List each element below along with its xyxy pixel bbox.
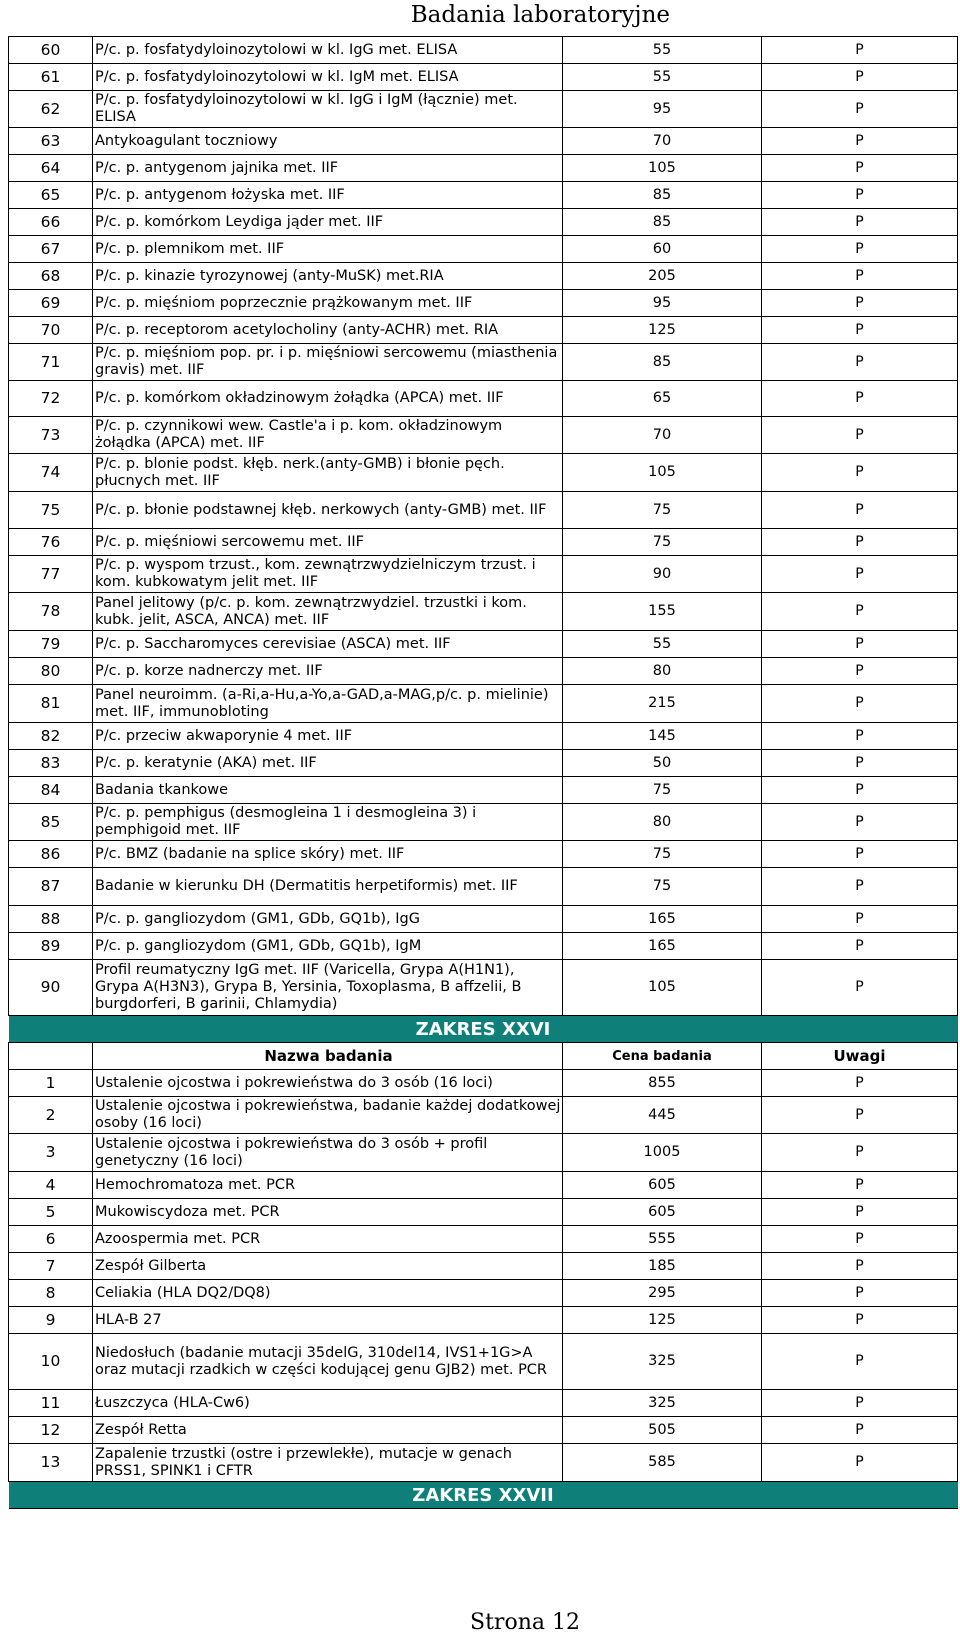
row-number-cell: 60	[9, 37, 93, 64]
row-number-cell: 8	[9, 1280, 93, 1307]
row-name-cell: Zespół Retta	[93, 1417, 563, 1444]
table-row	[9, 344, 958, 381]
table-row	[9, 236, 958, 263]
row-number-cell: 3	[9, 1134, 93, 1172]
row-number-cell: 64	[9, 155, 93, 182]
row-price-cell: 215	[563, 685, 762, 723]
table-row	[9, 1097, 958, 1134]
table-row	[9, 804, 958, 841]
row-price-cell: 125	[563, 317, 762, 344]
row-price-cell: 605	[563, 1172, 762, 1199]
row-name-cell: Panel jelitowy (p/c. p. kom. zewnątrzwydziel. trzustki i kom. kubk. jelit, ASCA, ANCA) met. IIF	[93, 593, 563, 631]
row-name-cell: Łuszczyca (HLA-Cw6)	[93, 1390, 563, 1417]
row-number-cell: 7	[9, 1253, 93, 1280]
table-row	[9, 750, 958, 777]
page-header-title: Badania laboratoryjne	[410, 2, 670, 28]
row-name-cell: Antykoagulant toczniowy	[93, 128, 563, 155]
table-row	[9, 417, 958, 454]
table-row	[9, 1172, 958, 1199]
row-number-cell: 1	[9, 1070, 93, 1097]
row-name-cell: Ustalenie ojcostwa i pokrewieństwa, badanie każdej dodatkowej osoby (16 loci)	[93, 1097, 563, 1134]
table-row	[9, 933, 958, 960]
table-row	[9, 209, 958, 236]
table-row	[9, 529, 958, 556]
table-row	[9, 454, 958, 492]
row-name-cell: P/c. p. komórkom okładzinowym żołądka (APCA) met. IIF	[93, 381, 563, 417]
row-name-cell: P/c. p. komórkom Leydiga jąder met. IIF	[93, 209, 563, 236]
section-banner-xxvi	[9, 1016, 958, 1043]
row-note-cell: P	[762, 182, 958, 209]
row-note-cell: P	[762, 155, 958, 182]
row-name-cell: P/c. p. wyspom trzust., kom. zewnątrzwydzielniczym trzust. i kom. kubkowatym jelit met. IIF	[93, 556, 563, 593]
row-price-cell: 95	[563, 290, 762, 317]
row-price-cell: 55	[563, 37, 762, 64]
row-name-cell: Ustalenie ojcostwa i pokrewieństwa do 3 osób (16 loci)	[93, 1070, 563, 1097]
row-number-cell: 84	[9, 777, 93, 804]
row-name-cell: Panel neuroimm. (a-Ri,a-Hu,a-Yo,a-GAD,a-MAG,p/c. p. mielinie) met. IIF, immunobloting	[93, 685, 563, 723]
price-table	[8, 36, 958, 1509]
row-note-cell: P	[762, 263, 958, 290]
row-number-cell: 73	[9, 417, 93, 454]
table-row	[9, 492, 958, 529]
row-number-cell: 88	[9, 906, 93, 933]
row-number-cell: 2	[9, 1097, 93, 1134]
table-row	[9, 1253, 958, 1280]
row-name-cell: Ustalenie ojcostwa i pokrewieństwa do 3 osób + profil genetyczny (16 loci)	[93, 1134, 563, 1172]
table-row	[9, 1226, 958, 1253]
row-note-cell: P	[762, 317, 958, 344]
row-note-cell: P	[762, 1172, 958, 1199]
row-note-cell: P	[762, 1226, 958, 1253]
row-name-cell: P/c. przeciw akwaporynie 4 met. IIF	[93, 723, 563, 750]
row-price-cell: 1005	[563, 1134, 762, 1172]
row-note-cell: P	[762, 37, 958, 64]
section-banner-xxvi-group	[9, 1016, 958, 1070]
row-name-cell: Celiakia (HLA DQ2/DQ8)	[93, 1280, 563, 1307]
row-number-cell: 67	[9, 236, 93, 263]
row-name-cell: P/c. p. blonie podst. kłęb. nerk.(anty-GMB) i błonie pęch. płucnych met. IIF	[93, 454, 563, 492]
row-price-cell: 445	[563, 1097, 762, 1134]
section-banner-xxvii-group	[9, 1482, 958, 1509]
row-price-cell: 105	[563, 960, 762, 1016]
table-row	[9, 1390, 958, 1417]
row-note-cell: P	[762, 236, 958, 263]
row-price-cell: 65	[563, 381, 762, 417]
row-price-cell: 75	[563, 777, 762, 804]
row-price-cell: 555	[563, 1226, 762, 1253]
row-price-cell: 75	[563, 841, 762, 868]
row-price-cell: 505	[563, 1417, 762, 1444]
row-note-cell: P	[762, 417, 958, 454]
row-number-cell: 63	[9, 128, 93, 155]
row-price-cell: 605	[563, 1199, 762, 1226]
table-row	[9, 290, 958, 317]
row-note-cell: P	[762, 1097, 958, 1134]
row-note-cell: P	[762, 750, 958, 777]
table-section-b	[9, 1070, 958, 1482]
row-note-cell: P	[762, 1390, 958, 1417]
row-price-cell: 85	[563, 344, 762, 381]
row-price-cell: 185	[563, 1253, 762, 1280]
section-banner-title: ZAKRES XXVII	[9, 1482, 958, 1509]
row-note-cell: P	[762, 492, 958, 529]
row-price-cell: 105	[563, 454, 762, 492]
row-number-cell: 70	[9, 317, 93, 344]
table-row	[9, 723, 958, 750]
table-row	[9, 631, 958, 658]
row-number-cell: 4	[9, 1172, 93, 1199]
table-row	[9, 685, 958, 723]
row-name-cell: P/c. p. kinazie tyrozynowej (anty-MuSK) met.RIA	[93, 263, 563, 290]
row-name-cell: P/c. p. fosfatydyloinozytolowi w kl. IgG i IgM (łącznie) met. ELISA	[93, 91, 563, 128]
row-number-cell: 77	[9, 556, 93, 593]
row-note-cell: P	[762, 1134, 958, 1172]
row-name-cell: HLA-B 27	[93, 1307, 563, 1334]
table-row	[9, 960, 958, 1016]
table-row	[9, 263, 958, 290]
row-number-cell: 81	[9, 685, 93, 723]
row-name-cell: Zespół Gilberta	[93, 1253, 563, 1280]
row-note-cell: P	[762, 529, 958, 556]
row-price-cell: 585	[563, 1444, 762, 1482]
row-note-cell: P	[762, 381, 958, 417]
row-note-cell: P	[762, 64, 958, 91]
row-name-cell: Azoospermia met. PCR	[93, 1226, 563, 1253]
row-price-cell: 80	[563, 804, 762, 841]
row-number-cell: 6	[9, 1226, 93, 1253]
row-number-cell: 72	[9, 381, 93, 417]
table-row	[9, 317, 958, 344]
row-name-cell: P/c. p. korze nadnerczy met. IIF	[93, 658, 563, 685]
row-number-cell: 76	[9, 529, 93, 556]
header-number-cell	[9, 1043, 93, 1070]
row-price-cell: 105	[563, 155, 762, 182]
row-name-cell: Zapalenie trzustki (ostre i przewlekłe), mutacje w genach PRSS1, SPINK1 i CFTR	[93, 1444, 563, 1482]
section-banner-title: ZAKRES XXVI	[9, 1016, 958, 1043]
row-number-cell: 11	[9, 1390, 93, 1417]
table-row	[9, 593, 958, 631]
table-row	[9, 658, 958, 685]
row-note-cell: P	[762, 1417, 958, 1444]
row-price-cell: 125	[563, 1307, 762, 1334]
row-number-cell: 13	[9, 1444, 93, 1482]
row-note-cell: P	[762, 933, 958, 960]
row-note-cell: P	[762, 344, 958, 381]
row-note-cell: P	[762, 960, 958, 1016]
row-price-cell: 55	[563, 631, 762, 658]
table-row	[9, 841, 958, 868]
row-name-cell: P/c. p. plemnikom met. IIF	[93, 236, 563, 263]
table-row	[9, 868, 958, 906]
table-row	[9, 1199, 958, 1226]
table-row	[9, 906, 958, 933]
page-footer	[0, 1610, 960, 1635]
row-number-cell: 12	[9, 1417, 93, 1444]
row-note-cell: P	[762, 685, 958, 723]
row-name-cell: P/c. p. pemphigus (desmogleina 1 i desmogleina 3) i pemphigoid met. IIF	[93, 804, 563, 841]
row-name-cell: P/c. p. gangliozydom (GM1, GDb, GQ1b), IgG	[93, 906, 563, 933]
row-name-cell: P/c. p. mięśniom pop. pr. i p. mięśniowi sercowemu (miasthenia gravis) met. IIF	[93, 344, 563, 381]
table-row	[9, 1307, 958, 1334]
row-price-cell: 80	[563, 658, 762, 685]
row-number-cell: 79	[9, 631, 93, 658]
row-number-cell: 90	[9, 960, 93, 1016]
row-note-cell: P	[762, 290, 958, 317]
table-row	[9, 1070, 958, 1097]
row-name-cell: Hemochromatoza met. PCR	[93, 1172, 563, 1199]
row-number-cell: 66	[9, 209, 93, 236]
page-number: Strona 12	[470, 1610, 580, 1635]
row-name-cell: P/c. p. czynnikowi wew. Castle'a i p. kom. okładzinowym żołądka (APCA) met. IIF	[93, 417, 563, 454]
row-price-cell: 85	[563, 182, 762, 209]
row-name-cell: Mukowiscydoza met. PCR	[93, 1199, 563, 1226]
row-name-cell: P/c. p. fosfatydyloinozytolowi w kl. IgG met. ELISA	[93, 37, 563, 64]
row-name-cell: P/c. p. Saccharomyces cerevisiae (ASCA) met. IIF	[93, 631, 563, 658]
table-row	[9, 155, 958, 182]
table-row	[9, 182, 958, 209]
row-price-cell: 60	[563, 236, 762, 263]
row-price-cell: 155	[563, 593, 762, 631]
row-price-cell: 85	[563, 209, 762, 236]
row-price-cell: 325	[563, 1390, 762, 1417]
row-name-cell: P/c. p. fosfatydyloinozytolowi w kl. IgM met. ELISA	[93, 64, 563, 91]
table-row	[9, 1280, 958, 1307]
row-note-cell: P	[762, 804, 958, 841]
row-number-cell: 5	[9, 1199, 93, 1226]
table-row	[9, 381, 958, 417]
row-number-cell: 85	[9, 804, 93, 841]
row-name-cell: P/c. p. błonie podstawnej kłęb. nerkowych (anty-GMB) met. IIF	[93, 492, 563, 529]
table-header-row	[9, 1043, 958, 1070]
table-row	[9, 1134, 958, 1172]
row-name-cell: P/c. p. receptorom acetylocholiny (anty-ACHR) met. RIA	[93, 317, 563, 344]
table-row	[9, 1334, 958, 1390]
row-note-cell: P	[762, 454, 958, 492]
row-number-cell: 78	[9, 593, 93, 631]
row-note-cell: P	[762, 1253, 958, 1280]
row-number-cell: 62	[9, 91, 93, 128]
row-price-cell: 165	[563, 906, 762, 933]
row-price-cell: 55	[563, 64, 762, 91]
row-price-cell: 205	[563, 263, 762, 290]
row-price-cell: 325	[563, 1334, 762, 1390]
row-note-cell: P	[762, 91, 958, 128]
row-name-cell: P/c. BMZ (badanie na splice skóry) met. IIF	[93, 841, 563, 868]
row-note-cell: P	[762, 128, 958, 155]
row-name-cell: Badanie w kierunku DH (Dermatitis herpetiformis) met. IIF	[93, 868, 563, 906]
row-note-cell: P	[762, 868, 958, 906]
row-price-cell: 95	[563, 91, 762, 128]
row-number-cell: 69	[9, 290, 93, 317]
row-price-cell: 90	[563, 556, 762, 593]
row-price-cell: 75	[563, 868, 762, 906]
row-number-cell: 9	[9, 1307, 93, 1334]
table-row	[9, 1444, 958, 1482]
row-number-cell: 89	[9, 933, 93, 960]
table-row	[9, 128, 958, 155]
row-price-cell: 165	[563, 933, 762, 960]
row-note-cell: P	[762, 1070, 958, 1097]
row-number-cell: 61	[9, 64, 93, 91]
row-number-cell: 75	[9, 492, 93, 529]
row-price-cell: 50	[563, 750, 762, 777]
table-row	[9, 1417, 958, 1444]
row-price-cell: 70	[563, 417, 762, 454]
row-note-cell: P	[762, 1334, 958, 1390]
row-price-cell: 145	[563, 723, 762, 750]
header-price-cell: Cena badania	[563, 1043, 762, 1070]
row-name-cell: P/c. p. mięśniowi sercowemu met. IIF	[93, 529, 563, 556]
row-note-cell: P	[762, 593, 958, 631]
table-row	[9, 777, 958, 804]
row-number-cell: 87	[9, 868, 93, 906]
row-price-cell: 295	[563, 1280, 762, 1307]
row-price-cell: 855	[563, 1070, 762, 1097]
table-row	[9, 37, 958, 64]
row-number-cell: 10	[9, 1334, 93, 1390]
table-row	[9, 64, 958, 91]
row-number-cell: 65	[9, 182, 93, 209]
row-name-cell: P/c. p. gangliozydom (GM1, GDb, GQ1b), IgM	[93, 933, 563, 960]
header-name-cell: Nazwa badania	[93, 1043, 563, 1070]
row-name-cell: Profil reumatyczny IgG met. IIF (Varicella, Grypa A(H1N1), Grypa A(H3N3), Grypa B, Yersinia, Toxoplasma, B affzelii, B burgdorferi, B garinii, Chlamydia)	[93, 960, 563, 1016]
table-row	[9, 556, 958, 593]
row-name-cell: Niedosłuch (badanie mutacji 35delG, 310del14, IVS1+1G>A oraz mutacji rzadkich w części kodującej genu GJB2) met. PCR	[93, 1334, 563, 1390]
table-row	[9, 91, 958, 128]
row-number-cell: 80	[9, 658, 93, 685]
row-note-cell: P	[762, 658, 958, 685]
row-note-cell: P	[762, 906, 958, 933]
header-note-cell: Uwagi	[762, 1043, 958, 1070]
row-note-cell: P	[762, 1444, 958, 1482]
row-price-cell: 75	[563, 492, 762, 529]
row-note-cell: P	[762, 631, 958, 658]
row-number-cell: 86	[9, 841, 93, 868]
section-banner-xxvii	[9, 1482, 958, 1509]
row-note-cell: P	[762, 777, 958, 804]
row-name-cell: P/c. p. antygenom łożyska met. IIF	[93, 182, 563, 209]
row-number-cell: 82	[9, 723, 93, 750]
row-name-cell: Badania tkankowe	[93, 777, 563, 804]
row-number-cell: 68	[9, 263, 93, 290]
row-number-cell: 74	[9, 454, 93, 492]
row-name-cell: P/c. p. antygenom jajnika met. IIF	[93, 155, 563, 182]
row-name-cell: P/c. p. mięśniom poprzecznie prążkowanym met. IIF	[93, 290, 563, 317]
row-note-cell: P	[762, 1199, 958, 1226]
row-note-cell: P	[762, 556, 958, 593]
row-note-cell: P	[762, 209, 958, 236]
row-number-cell: 71	[9, 344, 93, 381]
row-note-cell: P	[762, 841, 958, 868]
row-price-cell: 75	[563, 529, 762, 556]
row-price-cell: 70	[563, 128, 762, 155]
row-note-cell: P	[762, 723, 958, 750]
row-note-cell: P	[762, 1307, 958, 1334]
row-name-cell: P/c. p. keratynie (AKA) met. IIF	[93, 750, 563, 777]
row-number-cell: 83	[9, 750, 93, 777]
row-note-cell: P	[762, 1280, 958, 1307]
table-section-a	[9, 37, 958, 1016]
